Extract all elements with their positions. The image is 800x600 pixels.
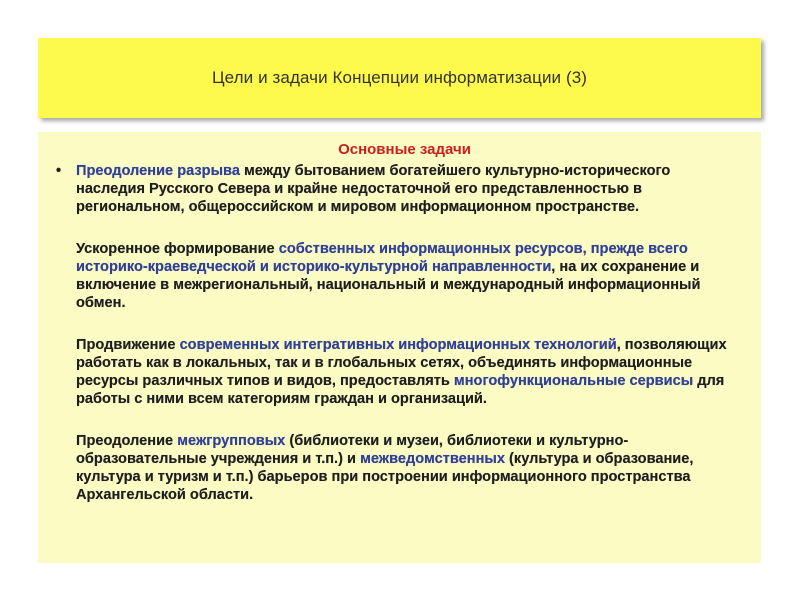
task-text: Ускоренное формирование — [76, 241, 279, 257]
task-item — [56, 432, 741, 504]
title-bar — [38, 38, 761, 118]
task-list — [56, 162, 741, 504]
task-text: (культура и образование, культура и туризм и т.п.) барьеров при построении информационного пространства Архангельской области. — [76, 451, 694, 503]
task-highlight-text: межведомственных — [360, 451, 505, 467]
task-text: для работы с ними всем категориям граждан и организаций. — [76, 373, 725, 407]
task-highlight-text: Преодоление разрыва — [76, 163, 240, 179]
task-text: , на их сохранение и включение в межрегиональный, национальный и международный информационный обмен. — [76, 259, 701, 311]
task-highlight-text: межгрупповых — [177, 433, 286, 449]
task-item — [56, 240, 741, 312]
task-highlight-text: собственных информационных ресурсов, прежде всего историко-краеведческой и историко-культурной направленности — [76, 241, 688, 275]
task-text: (библиотеки и музеи, библиотеки и культурно-образовательные учреждения и т.п.) и — [76, 433, 629, 467]
section-heading: Основные задачи — [338, 141, 471, 158]
content-box — [38, 132, 761, 563]
task-text: Преодоление — [76, 433, 178, 449]
task-text: Продвижение — [76, 337, 180, 353]
task-highlight-text: многофункциональные сервисы — [453, 373, 694, 389]
task-text: , позволяющих работать как в локальных, так и в глобальных сетях, объединять информационные ресурсы различных типов и видов, предоставлять — [76, 337, 727, 389]
task-highlight-text: современных интегративных информационных технологий — [179, 337, 617, 353]
bullet-icon: • — [56, 163, 62, 179]
task-text: между бытованием богатейшего культурно-исторического наследия Русского Севера и крайне недостаточной его представленностью в региональном, общероссийском и мировом информационном пространстве. — [76, 163, 671, 215]
task-item — [56, 162, 741, 216]
task-item — [56, 336, 741, 408]
slide-title: Цели и задачи Концепции информатизации (3) — [211, 68, 588, 87]
